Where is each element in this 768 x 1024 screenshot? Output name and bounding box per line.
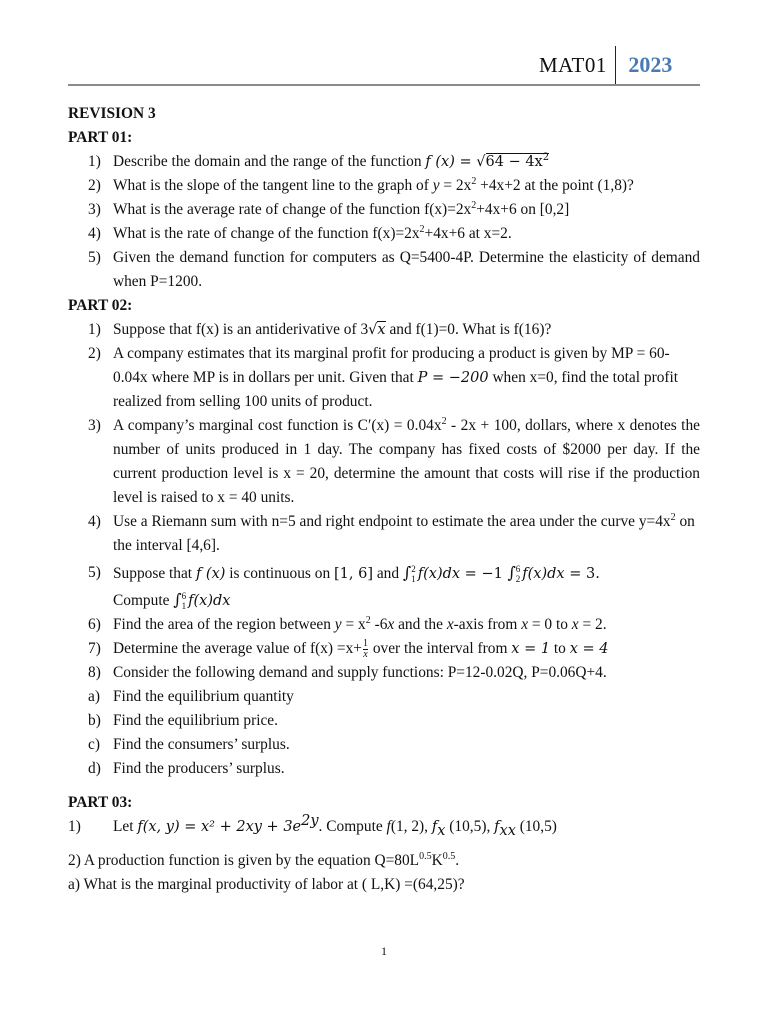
math-variable: y [334,616,342,633]
part1-question-1 [68,150,700,174]
part2-subquestion-d [68,757,700,781]
question-text: Find the consumers’ surplus. [113,736,290,753]
question-text [113,417,700,506]
math-expr: P = −200 [417,370,489,386]
text-segment: 2) A production function is given by the equation Q=80L [68,852,420,869]
subscript: x [437,823,446,840]
question-text: Find the equilibrium quantity [113,688,294,705]
math-expr: f(x, y) = x² + 2xy + 3e [137,819,302,835]
exponent: 2 [441,415,447,427]
lower-limit: 2 [515,574,521,585]
question-number: 1) [68,818,81,835]
exponent: 0.5 [419,850,432,862]
part2-title: PART 02: [68,297,133,314]
radicand-exponent: 2 [542,152,550,164]
part3-question-2a: a) What is the marginal productivity of labor at ( L,K) =(64,25)? [68,876,465,893]
part3-question-1 [68,812,700,840]
math-expr: = 3. [564,566,600,582]
document-header [539,46,672,84]
radicand [486,153,550,170]
question-text [113,637,609,660]
question-number: 2) [88,345,101,362]
lower-limit: 1 [411,574,416,585]
subscript: xx [499,823,516,840]
text-segment: What is the rate of change of the function f(x)=2x [113,225,420,242]
question-number: b) [88,712,101,729]
question-number: 4) [88,513,101,530]
question-number: 3) [88,417,101,434]
text-segment: is continuous on [225,565,334,582]
math-variable: f [494,819,500,835]
question-text [113,616,607,633]
question-number: 1) [88,153,101,170]
radicand-base: 64 − 4x [485,154,543,170]
text-segment: What is the slope of the tangent line to the graph of [113,177,433,194]
part2-question-4 [68,510,700,558]
integral-symbol: ∫ [507,563,516,582]
text-segment: - 2x + 100, dollars, where x denotes the number of units produced in 1 day. The company has fixed costs of $2000 per day. If the current production level is x = 20, determine the amount that costs will rise if the production level is raised to x = 40 units. [113,417,700,506]
text-segment: A company’s marginal cost function is C′(x) = 0.04x [113,417,442,434]
question-text: Find the producers’ surplus. [113,760,285,777]
question-text [113,513,695,554]
sqrt-symbol: √ [476,154,486,170]
math-variable: x [446,616,454,633]
course-code: MAT01 [539,52,607,77]
text-segment: +4x+6 on [0,2] [476,201,570,218]
math-variable: f [431,819,438,835]
question-number: 5) [88,249,101,266]
question-text: Find the equilibrium price. [113,712,278,729]
part3-question-2 [68,849,700,873]
question-text: Consider the following demand and supply functions: P=12-0.02Q, P=0.06Q+4. [113,664,607,681]
text-segment: Let [113,818,138,835]
text-segment: when x=0, find the total profit realized from selling 100 units of product. [113,369,679,410]
question-text [113,812,557,840]
math-variable: x [521,616,529,633]
question-number: 8) [88,664,101,681]
part1-question-3 [68,198,700,222]
fraction [363,639,368,660]
math-variable: x [387,616,395,633]
integral-limits [516,564,521,584]
section-gap [68,781,700,791]
text-segment: and f(1)=0. What is f(16)? [385,321,552,338]
text-segment: What is the average rate of change of the function f(x)=2x [113,201,472,218]
text-segment: . Compute [318,818,387,835]
question-number: 5) [88,564,101,581]
numerator: 1 [362,637,368,649]
revision-title: REVISION 3 [68,105,156,122]
integrand: f(x)dx [188,593,231,609]
header-year: 2023 [628,52,673,77]
question-number: 7) [88,640,101,657]
text-segment: (10,5), [445,818,495,835]
text-segment: -6 [370,616,388,633]
text-segment: (1, 2), [390,818,432,835]
function-expr: f (x) = [425,154,477,170]
part1-question-4 [68,222,700,246]
text-segment: Use a Riemann sum with n=5 and right endpoint to estimate the area under the curve y=4x [113,513,671,530]
question-number: d) [88,760,101,777]
question-text [113,177,634,194]
text-segment: +4x+6 at x=2. [424,225,512,242]
math-expr: x = 4 [569,641,609,657]
text-segment: = 0 to [528,616,572,633]
upper-limit: 2 [411,564,416,575]
math-variable: y [432,177,440,194]
text-segment: = 2x [439,177,472,194]
part2-question-2 [68,342,700,414]
lower-limit: 1 [181,601,187,612]
part2-question-6 [68,613,700,637]
integral-limits [182,591,187,611]
text-segment: +4x+2 at the point (1,8)? [476,177,634,194]
text-segment: to [550,640,570,657]
question-number: 4) [88,225,101,242]
exponent: 2 [471,199,477,211]
part3-title: PART 03: [68,794,133,811]
part2-subquestion-a [68,685,700,709]
math-variable: x [571,616,579,633]
question-text [113,321,551,338]
text-segment: Compute [113,592,174,609]
text-segment: A company estimates that its marginal profit for producing a product is given by MP = 60-0.04x where MP is in dollars per unit. Given that [113,345,670,386]
question-number: 3) [88,201,101,218]
part2-question-7 [68,637,700,661]
integrand: f(x)dx [522,566,565,582]
compute-line [113,588,700,613]
text-segment: and [372,565,403,582]
denominator: x [363,648,368,660]
text-segment: Find the area of the region between [113,616,335,633]
part2-question-3 [68,414,700,510]
question-text: Describe the domain and the range of the function [113,153,422,170]
text-segment: K [431,852,443,869]
part1-question-2 [68,174,700,198]
math-interval: [1, 6] [334,566,373,582]
text-segment: (10,5) [515,818,557,835]
question-number: 2) [88,177,101,194]
integrand: f(x)dx [417,566,461,582]
text-segment: over the interval from [368,640,512,657]
math-expr: = −1 [460,566,508,582]
part2-question-5 [68,561,700,613]
part2-subquestion-b [68,709,700,733]
exponent: 2 [365,614,371,626]
upper-limit: 6 [515,564,521,575]
radicand: x [377,322,386,338]
integral-symbol: ∫ [173,590,182,609]
question-text: Given the demand function for computers as Q=5400-4P. Determine the elasticity of demand when P=1200. [113,249,700,290]
part2-question-8 [68,661,700,685]
question-number: 1) [88,321,101,338]
header-rule [68,84,700,86]
question-text [113,563,600,585]
upper-limit: 6 [181,591,187,602]
exponent: 2y [301,812,319,829]
exponent: 2 [471,175,477,187]
exponent: 0.5 [442,850,456,862]
question-text [113,201,569,218]
text-segment: Suppose that [113,565,196,582]
document-body [68,102,700,897]
question-number: 6) [88,616,101,633]
part1-title: PART 01: [68,129,133,146]
part2-question-1 [68,318,700,342]
math-expr: f (x) [195,566,226,582]
math-variable: f [386,818,391,835]
math-expr: x = 1 [511,641,551,657]
text-segment: -axis from [453,616,522,633]
sqrt-symbol: √ [368,322,378,338]
text-segment: on the interval [4,6]. [113,513,695,554]
text-segment: Suppose that f(x) is an antiderivative of 3 [113,321,369,338]
exponent: 2 [419,223,425,235]
text-segment: = x [341,616,366,633]
exponent: 2 [670,511,676,523]
integral-symbol: ∫ [402,563,412,582]
text-segment: . [455,852,460,869]
question-text [113,225,512,242]
question-text [113,345,678,410]
part2-subquestion-c [68,733,700,757]
part1-question-5 [68,246,700,294]
integral-limits [411,564,416,584]
text-segment: and the [394,616,447,633]
question-number: a) [88,688,100,705]
page-number: 1 [381,944,387,958]
question-number: c) [88,736,100,753]
text-segment: Determine the average value of f(x) =x+ [113,640,362,657]
text-segment: = 2. [578,616,607,633]
